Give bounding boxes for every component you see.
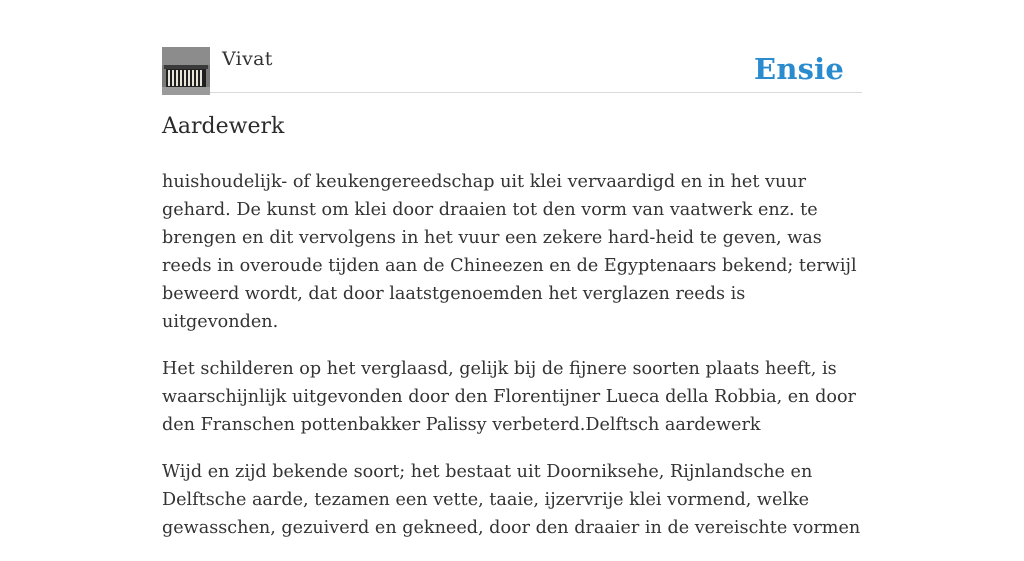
author-name[interactable]: Vivat [222,48,273,70]
paragraph: Wijd en zijd bekende soort; het bestaat uit Doorniksehe, Rijnlandsche en Delftsche aarde, tezamen een vette, taaie, ijzervrije klei vormend, welke gewasschen, gezuiverd en gekneed, door den draaier in de vereischte vormen [162,462,861,538]
brand-logo[interactable]: Ensie [754,52,844,86]
page-title: Aardewerk [162,114,285,139]
header [162,46,862,93]
avatar-image [162,47,210,95]
paragraph: huishoudelijk- of keukengereedschap uit klei vervaardigd en in het vuur gehard. De kunst om klei door draaien tot den vorm van vaatwerk enz. te brengen en dit vervolgens in het vuur een zekere hard-heid te geven, was reeds in overoude tijden aan de Chineezen en de Egyptenaars bekend; terwijl beweerd wordt, dat door laatstgenoemden het verglazen reeds is uitgevonden. [162,172,863,332]
article-body [162,168,862,561]
article-page [162,0,863,538]
paragraph: Het schilderen op het verglaasd, gelijk bij de fijnere soorten plaats heeft, is waarschijnlijk uitgevonden door den Florentijner Lueca della Robbia, en door den Franschen pottenbakker Palissy verbeterd.Delftsch aardewerk [162,359,862,435]
avatar[interactable] [162,47,210,95]
